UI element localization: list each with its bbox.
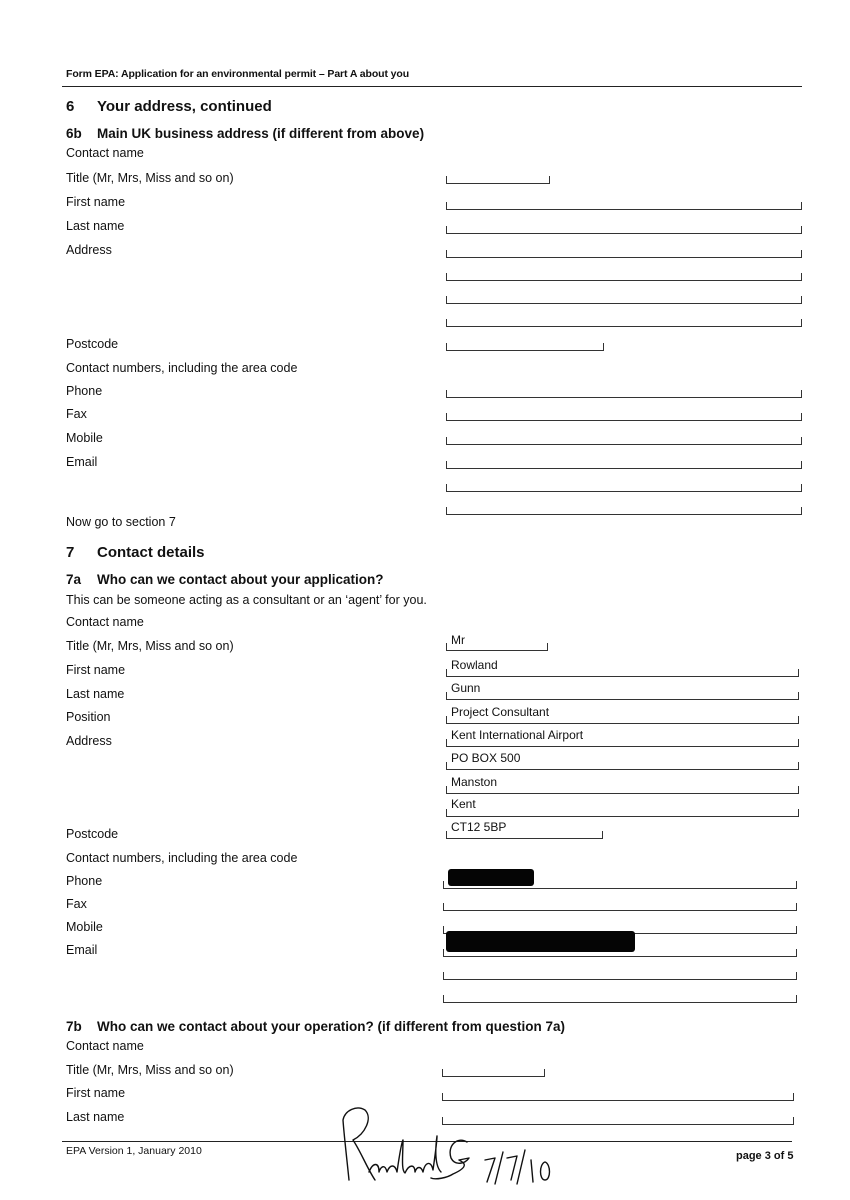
s6-address-line1-field[interactable] — [446, 250, 802, 258]
section-6b-number: 6b — [66, 126, 82, 141]
s6-address-line4-field[interactable] — [446, 319, 802, 327]
s6-first-name-label: First name — [66, 195, 126, 209]
s6-mobile-field[interactable] — [446, 437, 802, 445]
s6-address-line2-field[interactable] — [446, 273, 802, 281]
s7-email-label: Email — [66, 943, 98, 957]
s6-address-label: Address — [66, 243, 112, 257]
section-6b-title: Main UK business address (if different from above) — [97, 126, 425, 141]
s7b-last-name-label: Last name — [66, 1110, 125, 1124]
section-7-number: 7 — [66, 544, 75, 561]
s7b-contact-name-label: Contact name — [66, 1039, 144, 1053]
s7-last-name-field[interactable] — [446, 692, 799, 700]
section-6-number: 6 — [66, 98, 75, 115]
s7-address-line4-value: Kent — [451, 797, 476, 811]
s7-fax-label: Fax — [66, 897, 87, 911]
s7-postcode-label: Postcode — [66, 827, 119, 841]
s7-address-line4-field[interactable] — [446, 809, 799, 817]
s7-contact-name-label: Contact name — [66, 615, 144, 629]
s6-address-line3-field[interactable] — [446, 296, 802, 304]
s7-address-line2-value: PO BOX 500 — [451, 751, 521, 765]
s7-email-line3-field[interactable] — [443, 995, 797, 1003]
s6-contact-numbers-label: Contact numbers, including the area code — [66, 361, 298, 375]
footer-page-number: page 3 of 5 — [736, 1150, 794, 1162]
s7-last-name-value: Gunn — [451, 681, 481, 695]
s7-fax-field[interactable] — [443, 903, 797, 911]
s7-first-name-label: First name — [66, 663, 126, 677]
redacted-phone-block — [448, 869, 534, 886]
s7-phone-label: Phone — [66, 874, 103, 888]
s7-position-value: Project Consultant — [451, 705, 550, 719]
s6-phone-label: Phone — [66, 384, 103, 398]
s7-title-value: Mr — [451, 633, 465, 647]
s6-postcode-field[interactable] — [446, 343, 604, 351]
s6-fax-label: Fax — [66, 407, 87, 421]
s7-address-line3-value: Manston — [451, 775, 498, 789]
s6-last-name-label: Last name — [66, 219, 125, 233]
form-header-title: Form EPA: Application for an environmental permit – Part A about you — [66, 68, 410, 80]
s6-first-name-field[interactable] — [446, 202, 802, 210]
redacted-email-block — [446, 931, 635, 952]
s6-title-field[interactable] — [446, 176, 550, 184]
go-to-section-note: Now go to section 7 — [66, 515, 176, 529]
section-7-title: Contact details — [97, 544, 205, 561]
section-6-title: Your address, continued — [97, 98, 272, 115]
section-7b-number: 7b — [66, 1019, 82, 1034]
s7-email-line2-field[interactable] — [443, 972, 797, 980]
s7-address-label: Address — [66, 734, 112, 748]
footer-version: EPA Version 1, January 2010 — [66, 1145, 202, 1157]
signature-text: Rowland Gunn 7/7/10 — [335, 1100, 345, 1101]
s7-contact-numbers-label: Contact numbers, including the area code — [66, 851, 298, 865]
s6-mobile-label: Mobile — [66, 431, 103, 445]
s6-postcode-label: Postcode — [66, 337, 119, 351]
s7-last-name-label: Last name — [66, 687, 125, 701]
s6-phone-field[interactable] — [446, 390, 802, 398]
s7-first-name-field[interactable] — [446, 669, 799, 677]
s7-first-name-value: Rowland — [451, 658, 498, 672]
s7b-title-label: Title (Mr, Mrs, Miss and so on) — [66, 1063, 234, 1077]
s6-email-label: Email — [66, 455, 98, 469]
handwritten-signature — [335, 1100, 565, 1195]
s6-last-name-field[interactable] — [446, 226, 802, 234]
s6-fax-field[interactable] — [446, 413, 802, 421]
s7b-first-name-label: First name — [66, 1086, 126, 1100]
s7-position-label: Position — [66, 710, 111, 724]
s6-title-label: Title (Mr, Mrs, Miss and so on) — [66, 171, 234, 185]
header-divider — [62, 86, 802, 87]
s6-contact-name-label: Contact name — [66, 146, 144, 160]
s7-postcode-value: CT12 5BP — [451, 820, 507, 834]
s6-email-field[interactable] — [446, 461, 802, 469]
section-7b-title: Who can we contact about your operation? (if different from question 7a) — [97, 1019, 566, 1034]
s7-address-line3-field[interactable] — [446, 786, 799, 794]
section-7a-title: Who can we contact about your application? — [97, 572, 384, 587]
section-7a-number: 7a — [66, 572, 82, 587]
s7b-title-field[interactable] — [442, 1069, 545, 1077]
s7-address-line1-value: Kent International Airport — [451, 728, 584, 742]
s6-email-line3-field[interactable] — [446, 507, 802, 515]
s7-title-label: Title (Mr, Mrs, Miss and so on) — [66, 639, 234, 653]
section-7a-note: This can be someone acting as a consultant or an ‘agent’ for you. — [66, 593, 427, 607]
s7-mobile-label: Mobile — [66, 920, 103, 934]
s6-email-line2-field[interactable] — [446, 484, 802, 492]
